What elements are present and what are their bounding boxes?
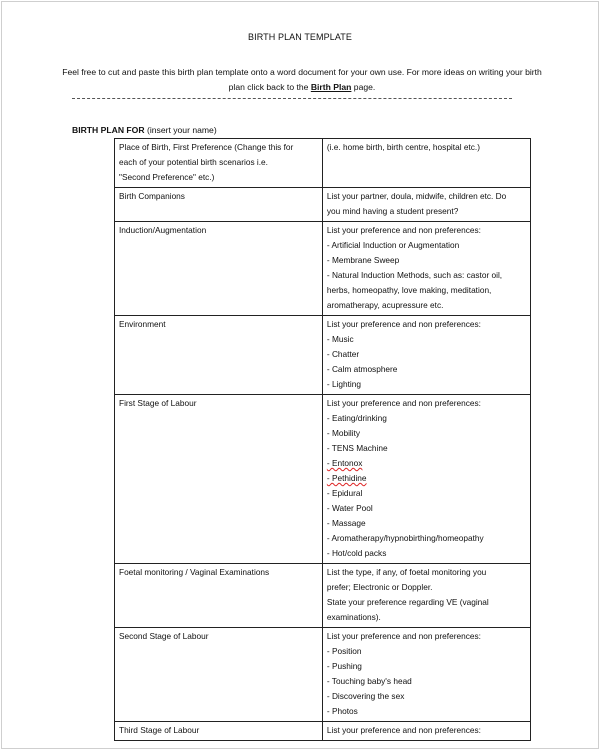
birth-plan-for-hint: (insert your name): [144, 125, 217, 135]
row-value-line: - Aromatherapy/hypnobirthing/homeopathy: [326, 533, 484, 543]
intro-line-1: Feel free to cut and paste this birth plan template onto a word document for your own use. For more ideas on writing your birth: [62, 67, 542, 77]
row-value-line: List your preference and non preferences:: [326, 398, 481, 408]
dashed-divider: [72, 98, 512, 99]
row-value-line: - Chatter: [326, 349, 360, 359]
row-value-line: List your preference and non preferences:: [326, 631, 481, 641]
row-value-line: - Lighting: [326, 379, 362, 389]
row-value-line: - Mobility: [326, 428, 361, 438]
row-label-line: Place of Birth, First Preference (Change this for: [119, 142, 294, 152]
row-value-line: - Water Pool: [326, 503, 373, 513]
row-value-line: - Touching baby's head: [326, 676, 412, 686]
row-value-line: List your preference and non preferences:: [326, 725, 481, 735]
table-row: [115, 722, 531, 741]
row-value-line: - Calm atmosphere: [326, 364, 398, 374]
row-label-cell[interactable]: [115, 564, 323, 628]
row-value-cell[interactable]: [322, 222, 530, 316]
row-value-line: - Natural Induction Methods, such as: castor oil,: [326, 270, 503, 280]
row-label-line: Foetal monitoring / Vaginal Examinations: [119, 567, 270, 577]
table-row: [115, 628, 531, 722]
birth-plan-for-heading: [72, 125, 217, 135]
intro-paragraph: [62, 65, 542, 95]
row-value-cell[interactable]: [322, 395, 530, 564]
row-value-cell[interactable]: [322, 628, 530, 722]
row-value-line: - Music: [326, 334, 354, 344]
row-value-line: - Position: [326, 646, 362, 656]
intro-line-2-before: plan click back to the: [228, 82, 311, 92]
row-value-line: (i.e. home birth, birth centre, hospital etc.): [326, 142, 480, 152]
birth-plan-link[interactable]: Birth Plan: [310, 82, 352, 92]
table-row: [115, 395, 531, 564]
row-label-cell[interactable]: [115, 316, 323, 395]
row-value-line: aromatherapy, acupressure etc.: [326, 300, 444, 310]
table-row: [115, 564, 531, 628]
row-label-line: Third Stage of Labour: [119, 725, 200, 735]
birth-plan-table: [114, 138, 531, 741]
table-row: [115, 316, 531, 395]
row-value-line: - Eating/drinking: [326, 413, 387, 423]
row-value-line: - Pethidine: [326, 473, 367, 483]
row-value-cell[interactable]: [322, 188, 530, 222]
document-page: [1, 1, 599, 749]
row-value-line: List the type, if any, of foetal monitoring you: [326, 567, 487, 577]
row-label-cell[interactable]: [115, 628, 323, 722]
row-label-line: Induction/Augmentation: [119, 225, 207, 235]
row-label-line: "Second Preference" etc.): [119, 172, 215, 182]
row-value-line: List your preference and non preferences:: [326, 319, 481, 329]
row-label-cell[interactable]: [115, 395, 323, 564]
intro-line-2-after: page.: [351, 82, 376, 92]
document-title: BIRTH PLAN TEMPLATE: [248, 32, 352, 42]
table-row: [115, 139, 531, 188]
row-value-line: State your preference regarding VE (vaginal: [326, 597, 489, 607]
row-value-line: - Epidural: [326, 488, 363, 498]
row-value-line: herbs, homeopathy, love making, meditation,: [326, 285, 492, 295]
row-value-line: - Membrane Sweep: [326, 255, 400, 265]
row-value-line: - Pushing: [326, 661, 362, 671]
row-value-line: you mind having a student present?: [326, 206, 459, 216]
row-value-line: - Photos: [326, 706, 358, 716]
row-value-line: - Entonox: [326, 458, 363, 468]
row-label-line: Second Stage of Labour: [119, 631, 209, 641]
row-value-line: - Massage: [326, 518, 366, 528]
row-value-line: - Artificial Induction or Augmentation: [326, 240, 460, 250]
row-value-line: examinations).: [326, 612, 381, 622]
row-label-cell[interactable]: [115, 722, 323, 741]
row-value-line: - Hot/cold packs: [326, 548, 387, 558]
row-value-line: - Discovering the sex: [326, 691, 405, 701]
row-label-cell[interactable]: [115, 139, 323, 188]
row-label-line: each of your potential birth scenarios i.e.: [119, 157, 268, 167]
row-value-cell[interactable]: [322, 564, 530, 628]
row-value-line: List your partner, doula, midwife, children etc. Do: [326, 191, 507, 201]
row-value-line: - TENS Machine: [326, 443, 388, 453]
row-value-line: prefer; Electronic or Doppler.: [326, 582, 433, 592]
row-value-cell[interactable]: [322, 316, 530, 395]
row-label-cell[interactable]: [115, 222, 323, 316]
row-value-cell[interactable]: [322, 139, 530, 188]
row-value-line: List your preference and non preferences:: [326, 225, 481, 235]
table-row: [115, 222, 531, 316]
birth-plan-for-label: BIRTH PLAN FOR: [72, 125, 145, 135]
row-label-line: First Stage of Labour: [119, 398, 197, 408]
row-label-cell[interactable]: [115, 188, 323, 222]
row-value-cell[interactable]: [322, 722, 530, 741]
row-label-line: Environment: [119, 319, 166, 329]
table-row: [115, 188, 531, 222]
row-label-line: Birth Companions: [119, 191, 185, 201]
